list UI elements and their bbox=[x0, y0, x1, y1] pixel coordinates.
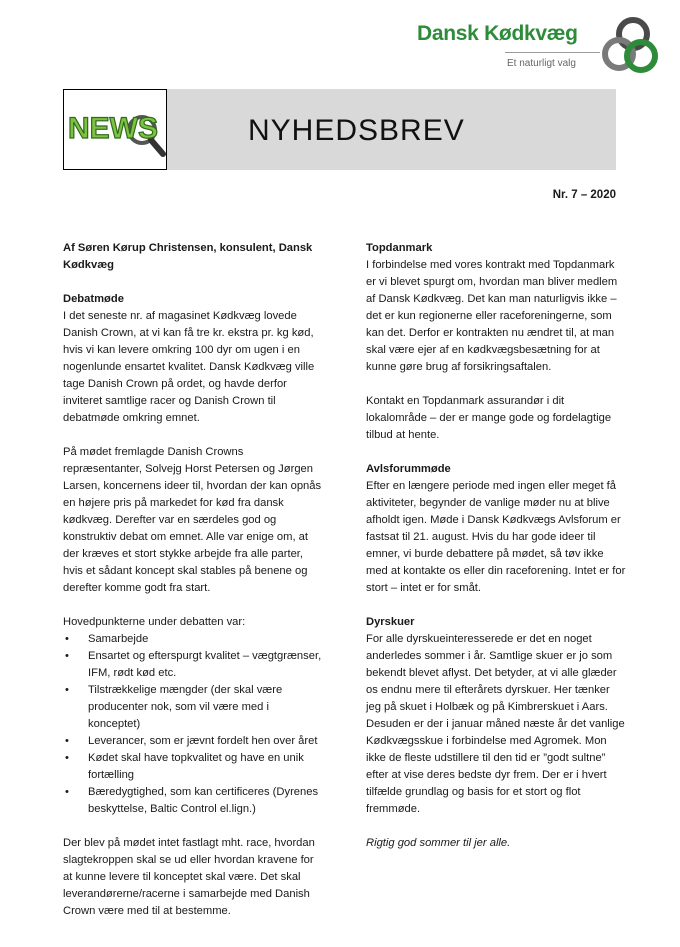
section-heading-topdanmark: Topdanmark bbox=[366, 242, 433, 254]
paragraph: Der blev på mødet intet fastlagt mht. race, hvordan slagtekroppen skal se ud eller hvordan kravene for at kunne levere til konceptet skal være. Det skal leverandørerne/racerne i samarbejde med Danish Crown være med til at bestemme. bbox=[63, 837, 315, 917]
paragraph: På mødet fremlagde Danish Crowns repræsentanter, Solvejg Horst Petersen og Jørgen Larsen, koncernens ideer til, hvordan der kan opnås en højere pris på markedet for kød fra dansk kødkvæg. Derefter var en særdeles god og konstruktiv debat om emnet. Alle var enige om, at der kræves et stort stykke arbejde fra alle parter, hvis et sådant koncept skal stables på benene og derefter komme godt fra start. bbox=[63, 446, 322, 594]
news-magnifier-icon bbox=[63, 89, 167, 170]
paragraph: Efter en længere periode med ingen eller meget få aktiviteter, begynder de vanlige møder nu at blive afholdt igen. Møde i Dansk Kødkvægs Avlsforum er fastsat til 21. august. Hvis du har gode ideer til emner, vi burde debattere på mødet, så tøv ikke med at kontakte os eller din raceforening. Intet er for stort – intet er for småt. bbox=[366, 480, 626, 594]
right-column bbox=[366, 240, 626, 869]
paragraph: I det seneste nr. af magasinet Kødkvæg lovede Danish Crown, at vi kan få tre kr. ekstra pr. kg kød, hvis vi kan levere omkring 100 dyr om ugen i en nogenlunde ensartet kvalitet. Dansk Kødkvæg ville tage Danish Crown på ordet, og havde derfor inviteret samtlige racer og Danish Crown til debatmøde omkring emnet. bbox=[63, 310, 315, 424]
list-item: • Bæredygtighed, som kan certificeres (Dyrenes beskyttelse, Baltic Control el.lign.) bbox=[63, 784, 323, 818]
list-item: • Tilstrækkelige mængder (der skal være producenter nok, som vil være med i konceptet) bbox=[63, 682, 323, 733]
page-title: NYHEDSBREV bbox=[248, 114, 465, 147]
news-icon-text: NEWS bbox=[68, 112, 158, 145]
paragraph: Kontakt en Topdanmark assurandør i dit lokalområde – der er mange gode og fordelagtige tilbud at hente. bbox=[366, 395, 612, 441]
section-heading-avlsforummoede: Avlsforummøde bbox=[366, 463, 451, 475]
closing-greeting: Rigtig god sommer til jer alle. bbox=[366, 837, 511, 849]
left-column bbox=[63, 240, 323, 937]
section-heading-debatmoede: Debatmøde bbox=[63, 293, 124, 305]
list-item: • Samarbejde bbox=[63, 631, 323, 648]
list-item: • Ensartet og efterspurgt kvalitet – vægtgrænser, IFM, rødt kød etc. bbox=[63, 648, 323, 682]
paragraph: I forbindelse med vores kontrakt med Topdanmark er vi blevet spurgt om, hvordan man bliver medlem af Dansk Kødkvæg. Det kan man naturligvis ikke – det er kun regionerne eller raceforeningerne, som kan det. Derfor er kontrakten nu ændret til, at man skal være ejer af en kødkvægsbesætning for at kunne gøre brug af forsikringsaftalen. bbox=[366, 259, 618, 373]
bullet-list bbox=[63, 631, 323, 818]
paragraph: For alle dyrskueinteresserede er det en noget anderledes sommer i år. Samtlige skuer er jo som bekendt blevet aflyst. Det betyder, at vi alle glæder os endnu mere til efterårets dyrskuer. Her tænker jeg på skuet i Holbæk og på Kimbrerskuet i Aars. Desuden er der i januar måned næste år det vanlige Kødkvægsskue i forbindelse med Agromek. Mon ikke de fleste udstillere til den tid er ”godt sultne” efter at vise deres bedste dyr frem. Der er i hvert tilfælde grundlag og basis for et stort og flot fremmøde. bbox=[366, 633, 625, 815]
list-intro: Hovedpunkterne under debatten var: bbox=[63, 616, 246, 628]
logo-divider bbox=[505, 52, 600, 53]
interlocking-rings-logo-icon bbox=[597, 14, 661, 78]
list-item: • Leverancer, som er jævnt fordelt hen over året bbox=[63, 733, 323, 750]
section-heading-dyrskuer: Dyrskuer bbox=[366, 616, 415, 628]
byline: Af Søren Kørup Christensen, konsulent, Dansk Kødkvæg bbox=[63, 242, 313, 271]
brand-logo bbox=[415, 14, 660, 84]
issue-number: Nr. 7 – 2020 bbox=[552, 189, 616, 201]
brand-name: Dansk Kødkvæg bbox=[417, 22, 578, 45]
list-item: • Kødet skal have topkvalitet og have en unik fortælling bbox=[63, 750, 323, 784]
brand-tagline: Et naturligt valg bbox=[507, 58, 576, 69]
